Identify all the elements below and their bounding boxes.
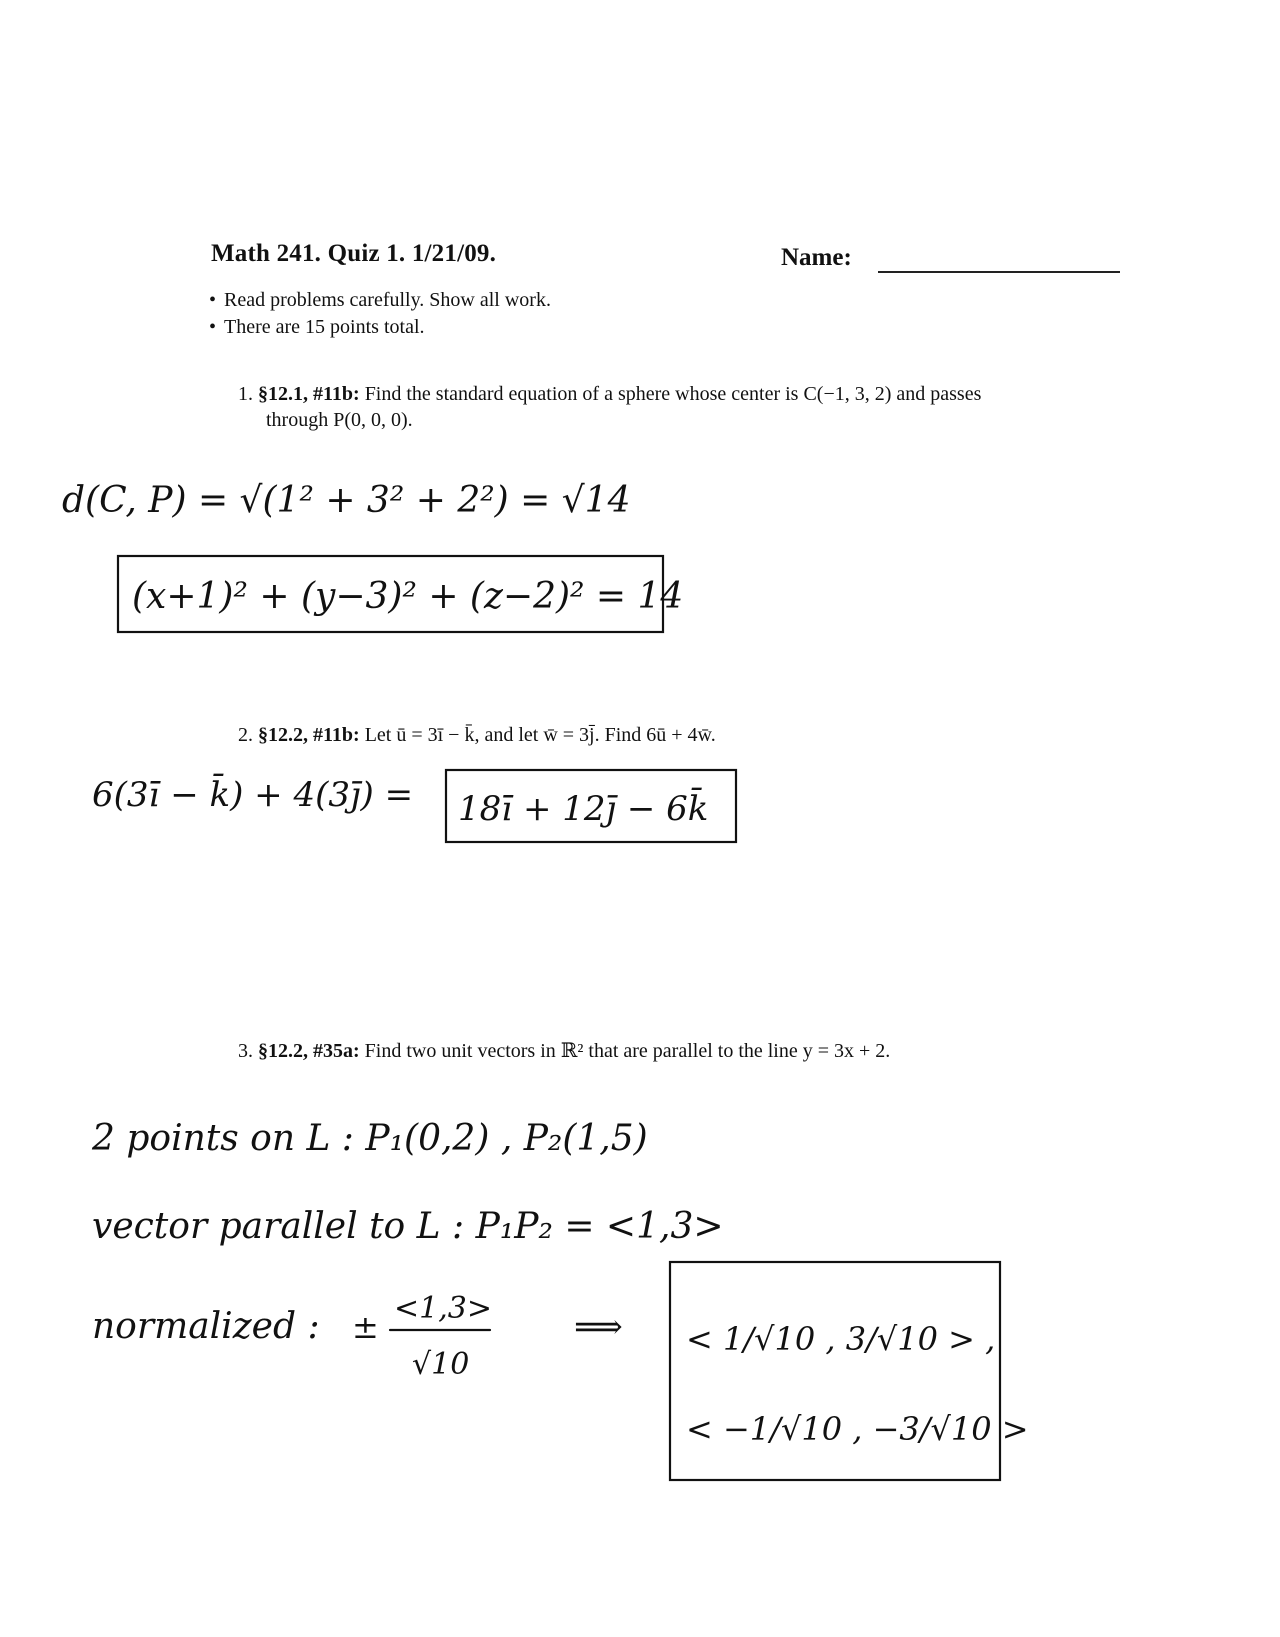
p3-parallel-vector-line: vector parallel to L : P₁P₂ = <1,3> xyxy=(92,1206,724,1247)
problem-ref: §12.2, #35a: xyxy=(258,1040,360,1062)
p3-fraction-denominator: √10 xyxy=(412,1347,470,1382)
problem-text: Let ū = 3ī − k̄, and let w̄ = 3j̄. Find 6ū + 4w̄. xyxy=(364,724,716,746)
p1-answer: (x+1)² + (y−3)² + (z−2)² = 14 xyxy=(132,576,684,617)
p3-points-line: 2 points on L : P₁(0,2) , P₂(1,5) xyxy=(92,1118,648,1159)
problem-number: 2. xyxy=(238,724,253,746)
quiz-title: Math 241. Quiz 1. 1/21/09. xyxy=(211,240,497,267)
p2-work: 6(3ī − k̄) + 4(3j̄) = xyxy=(92,775,414,815)
p1-distance-work: d(C, P) = √(1² + 3² + 2²) = √14 xyxy=(62,480,631,521)
p3-fraction-numerator: <1,3> xyxy=(394,1291,492,1326)
p3-normalized-label: normalized : xyxy=(92,1306,320,1347)
p3-answer-1: < 1/√10 , 3/√10 > , xyxy=(686,1320,996,1358)
p2-answer: 18ī + 12j̄ − 6k̄ xyxy=(458,789,709,829)
instruction-item: • Read problems carefully. Show all work. xyxy=(209,287,551,314)
instruction-item: • There are 15 points total. xyxy=(209,314,551,341)
problem-text: Find the standard equation of a sphere whose center is C(−1, 3, 2) and passes xyxy=(364,383,982,405)
name-label: Name: xyxy=(781,244,852,271)
problem-text-cont: through P(0, 0, 0). xyxy=(266,409,413,431)
p3-answer-2: < −1/√10 , −3/√10 > xyxy=(686,1410,1029,1448)
problem-text: Find two unit vectors in ℝ² that are parallel to the line y = 3x + 2. xyxy=(364,1040,891,1062)
problem-number: 3. xyxy=(238,1040,253,1062)
problem-number: 1. xyxy=(238,383,253,405)
p3-implies-arrow: ⟹ xyxy=(574,1307,623,1347)
p3-plus-minus: ± xyxy=(352,1308,379,1346)
problem-ref: §12.2, #11b: xyxy=(258,724,360,746)
problem-ref: §12.1, #11b: xyxy=(258,383,360,405)
